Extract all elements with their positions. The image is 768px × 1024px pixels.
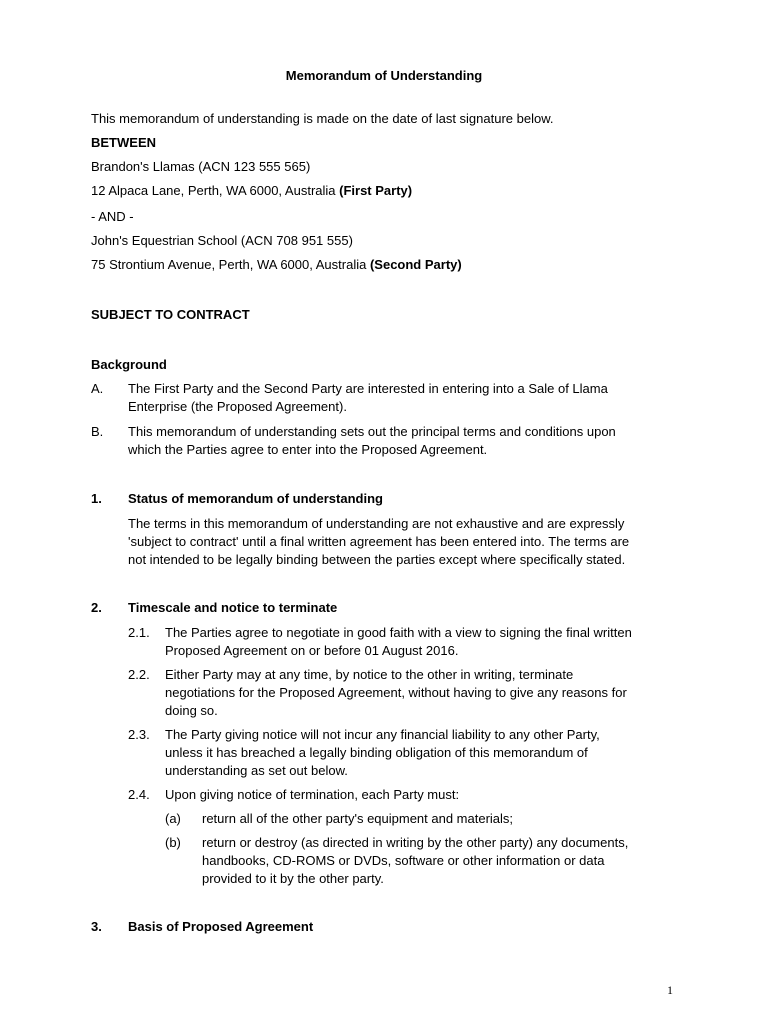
section-heading: Basis of Proposed Agreement (128, 919, 314, 934)
first-party-name: Brandon's Llamas (ACN 123 555 565) (91, 159, 311, 174)
clause-line: Either Party may at any time, by notice to the other in writing, terminate (165, 667, 574, 682)
clause-number: 2.4. (128, 787, 150, 802)
section-number: 2. (91, 600, 102, 615)
background-heading: Background (91, 357, 167, 372)
subclause-line: handbooks, CD-ROMS or DVDs, software or other information or data (202, 853, 605, 868)
section-body-line: not intended to be legally binding between the parties except where specifically stated. (128, 552, 626, 567)
clause-line: Proposed Agreement on or before 01 August 2016. (165, 643, 459, 658)
second-party-address-line (91, 256, 462, 274)
intro-text: This memorandum of understanding is made on the date of last signature below. (91, 111, 554, 126)
background-item-line: The First Party and the Second Party are interested in entering into a Sale of Llama (128, 381, 608, 396)
background-item-line: which the Parties agree to enter into the Proposed Agreement. (128, 442, 488, 457)
between-label: BETWEEN (91, 135, 156, 150)
second-party-name: John's Equestrian School (ACN 708 951 555) (91, 233, 353, 248)
section-number: 3. (91, 919, 102, 934)
section-body-line: The terms in this memorandum of understanding are not exhaustive and are expressly (128, 516, 625, 531)
document-title: Memorandum of Understanding (285, 68, 483, 83)
section-heading: Timescale and notice to terminate (128, 600, 338, 615)
clause-line: The Parties agree to negotiate in good faith with a view to signing the final written (165, 625, 632, 640)
clause-line: Upon giving notice of termination, each Party must: (165, 787, 460, 802)
subject-to-contract: SUBJECT TO CONTRACT (91, 307, 250, 322)
page-number: 1 (667, 983, 673, 997)
clause-line: The Party giving notice will not incur any financial liability to any other Party, (165, 727, 600, 742)
first-party-role: (First Party) (339, 183, 413, 198)
second-party-role: (Second Party) (369, 257, 462, 272)
clause-line: doing so. (165, 703, 218, 718)
second-party-address: 75 Strontium Avenue, Perth, WA 6000, Australia (91, 257, 367, 272)
background-item-line: Enterprise (the Proposed Agreement). (128, 399, 347, 414)
clause-number: 2.2. (128, 667, 150, 682)
first-party-address-line (91, 182, 412, 200)
background-item-label: A. (91, 381, 104, 396)
and-label: - AND - (91, 209, 134, 224)
background-item-label: B. (91, 424, 104, 439)
section-body-line: 'subject to contract' until a final written agreement has been entered into. The terms are (128, 534, 630, 549)
clause-line: unless it has breached a legally binding obligation of this memorandum of (165, 745, 588, 760)
subclause-line: provided to it by the other party. (202, 871, 384, 886)
clause-line: negotiations for the Proposed Agreement, without having to give any reasons for (165, 685, 627, 700)
subclause-line: return all of the other party's equipment and materials; (202, 811, 514, 826)
subclause-label: (b) (165, 835, 181, 850)
background-item-line: This memorandum of understanding sets out the principal terms and conditions upon (128, 424, 616, 439)
subclause-line: return or destroy (as directed in writing by the other party) any documents, (202, 835, 629, 850)
clause-number: 2.3. (128, 727, 150, 742)
subclause-label: (a) (165, 811, 181, 826)
clause-line: understanding as set out below. (165, 763, 348, 778)
first-party-address: 12 Alpaca Lane, Perth, WA 6000, Australia (91, 183, 336, 198)
clause-number: 2.1. (128, 625, 150, 640)
section-number: 1. (91, 491, 102, 506)
section-heading: Status of memorandum of understanding (128, 491, 383, 506)
